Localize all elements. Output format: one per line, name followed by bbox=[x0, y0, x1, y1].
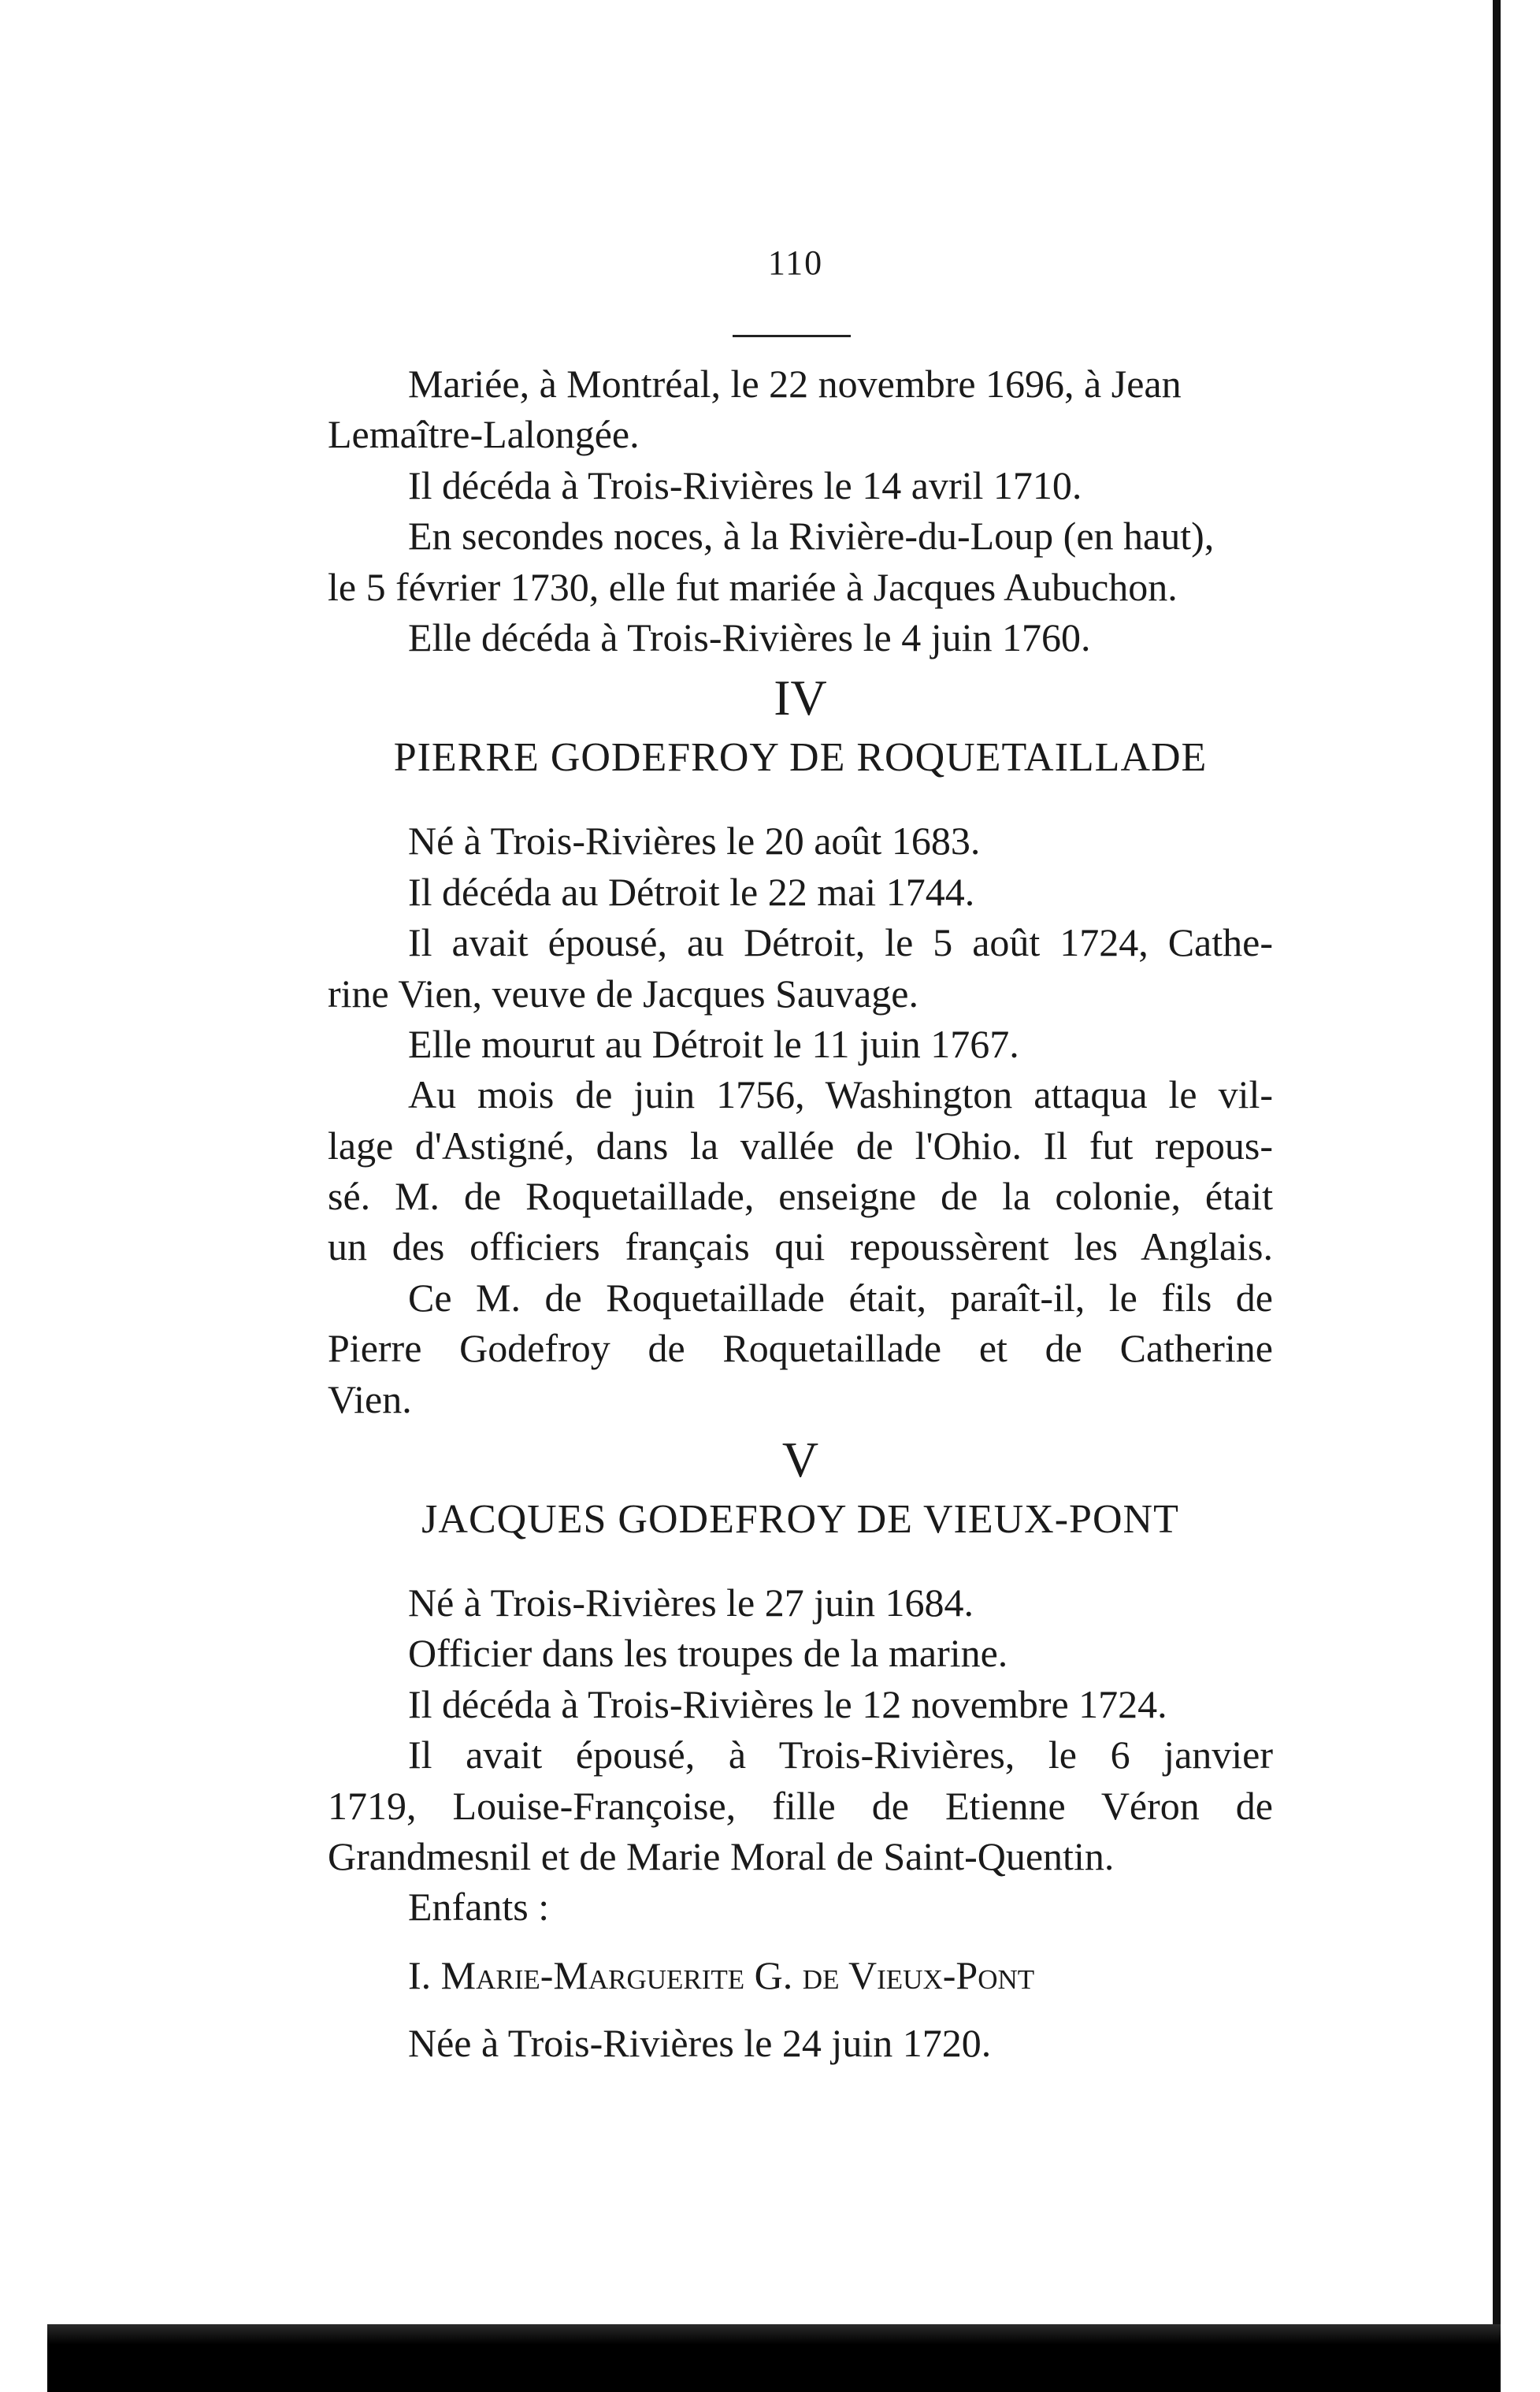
scan-right-border bbox=[1493, 0, 1501, 2348]
body-text bbox=[328, 358, 1273, 2069]
text-line: un des officiers français qui repoussèrent les Anglais. bbox=[328, 1224, 1273, 1269]
page-number: 110 bbox=[767, 243, 824, 282]
text-line: Il avait épousé, à Trois-Rivières, le 6 janvier bbox=[408, 1733, 1273, 1777]
text-line: Né à Trois-Rivières le 20 août 1683. bbox=[408, 819, 981, 864]
section-iv-numeral: IV bbox=[774, 670, 827, 726]
text-line: Né à Trois-Rivières le 27 juin 1684. bbox=[408, 1580, 974, 1625]
scan-bottom-band bbox=[47, 2324, 1501, 2392]
text-line: Vien. bbox=[328, 1376, 412, 1421]
text-line: le 5 février 1730, elle fut mariée à Jacques Aubuchon. bbox=[328, 564, 1178, 609]
text-line: Lemaître-Lalongée. bbox=[328, 412, 640, 457]
text-line: Il décéda à Trois-Rivières le 14 avril 1710. bbox=[408, 462, 1082, 507]
text-line: Enfants : bbox=[408, 1885, 550, 1930]
text-line: Née à Trois-Rivières le 24 juin 1720. bbox=[408, 2021, 992, 2066]
page-number-rule bbox=[733, 335, 851, 337]
text-line: 1719, Louise-Françoise, fille de Etienne Véron de bbox=[328, 1783, 1273, 1828]
text-line: lage d'Astigné, dans la vallée de l'Ohio. Il fut repous- bbox=[328, 1123, 1273, 1168]
text-line: Elle décéda à Trois-Rivières le 4 juin 1760. bbox=[408, 615, 1091, 659]
text-line: Au mois de juin 1756, Washington attaqua le vil- bbox=[408, 1072, 1273, 1117]
text-line: Il avait épousé, au Détroit, le 5 août 1724, Cathe- bbox=[408, 920, 1273, 965]
text-line: Elle mourut au Détroit le 11 juin 1767. bbox=[408, 1021, 1019, 1066]
section-v-numeral: V bbox=[781, 1432, 819, 1488]
section-v-name: JACQUES GODEFROY DE VIEUX-PONT bbox=[421, 1497, 1179, 1543]
section-iv-name: PIERRE GODEFROY DE ROQUETAILLADE bbox=[393, 735, 1208, 781]
text-line: Il décéda au Détroit le 22 mai 1744. bbox=[408, 869, 975, 914]
text-line: Ce M. de Roquetaillade était, paraît-il, le fils de bbox=[408, 1275, 1273, 1320]
text-line: Officier dans les troupes de la marine. bbox=[408, 1631, 1008, 1676]
text-line: Il décéda à Trois-Rivières le 12 novembre 1724. bbox=[408, 1681, 1167, 1726]
child-heading: I. Marie-Marguerite G. de Vieux-Pont bbox=[408, 1952, 1035, 1997]
text-line: Mariée, à Montréal, le 22 novembre 1696, à Jean bbox=[408, 362, 1182, 406]
text-line: Pierre Godefroy de Roquetaillade et de Catherine bbox=[328, 1326, 1273, 1371]
text-line: sé. M. de Roquetaillade, enseigne de la colonie, était bbox=[328, 1174, 1273, 1219]
text-line: En secondes noces, à la Rivière-du-Loup (en haut), bbox=[408, 514, 1215, 559]
text-line: rine Vien, veuve de Jacques Sauvage. bbox=[328, 971, 918, 1016]
text-line: Grandmesnil et de Marie Moral de Saint-Quentin. bbox=[328, 1833, 1115, 1878]
